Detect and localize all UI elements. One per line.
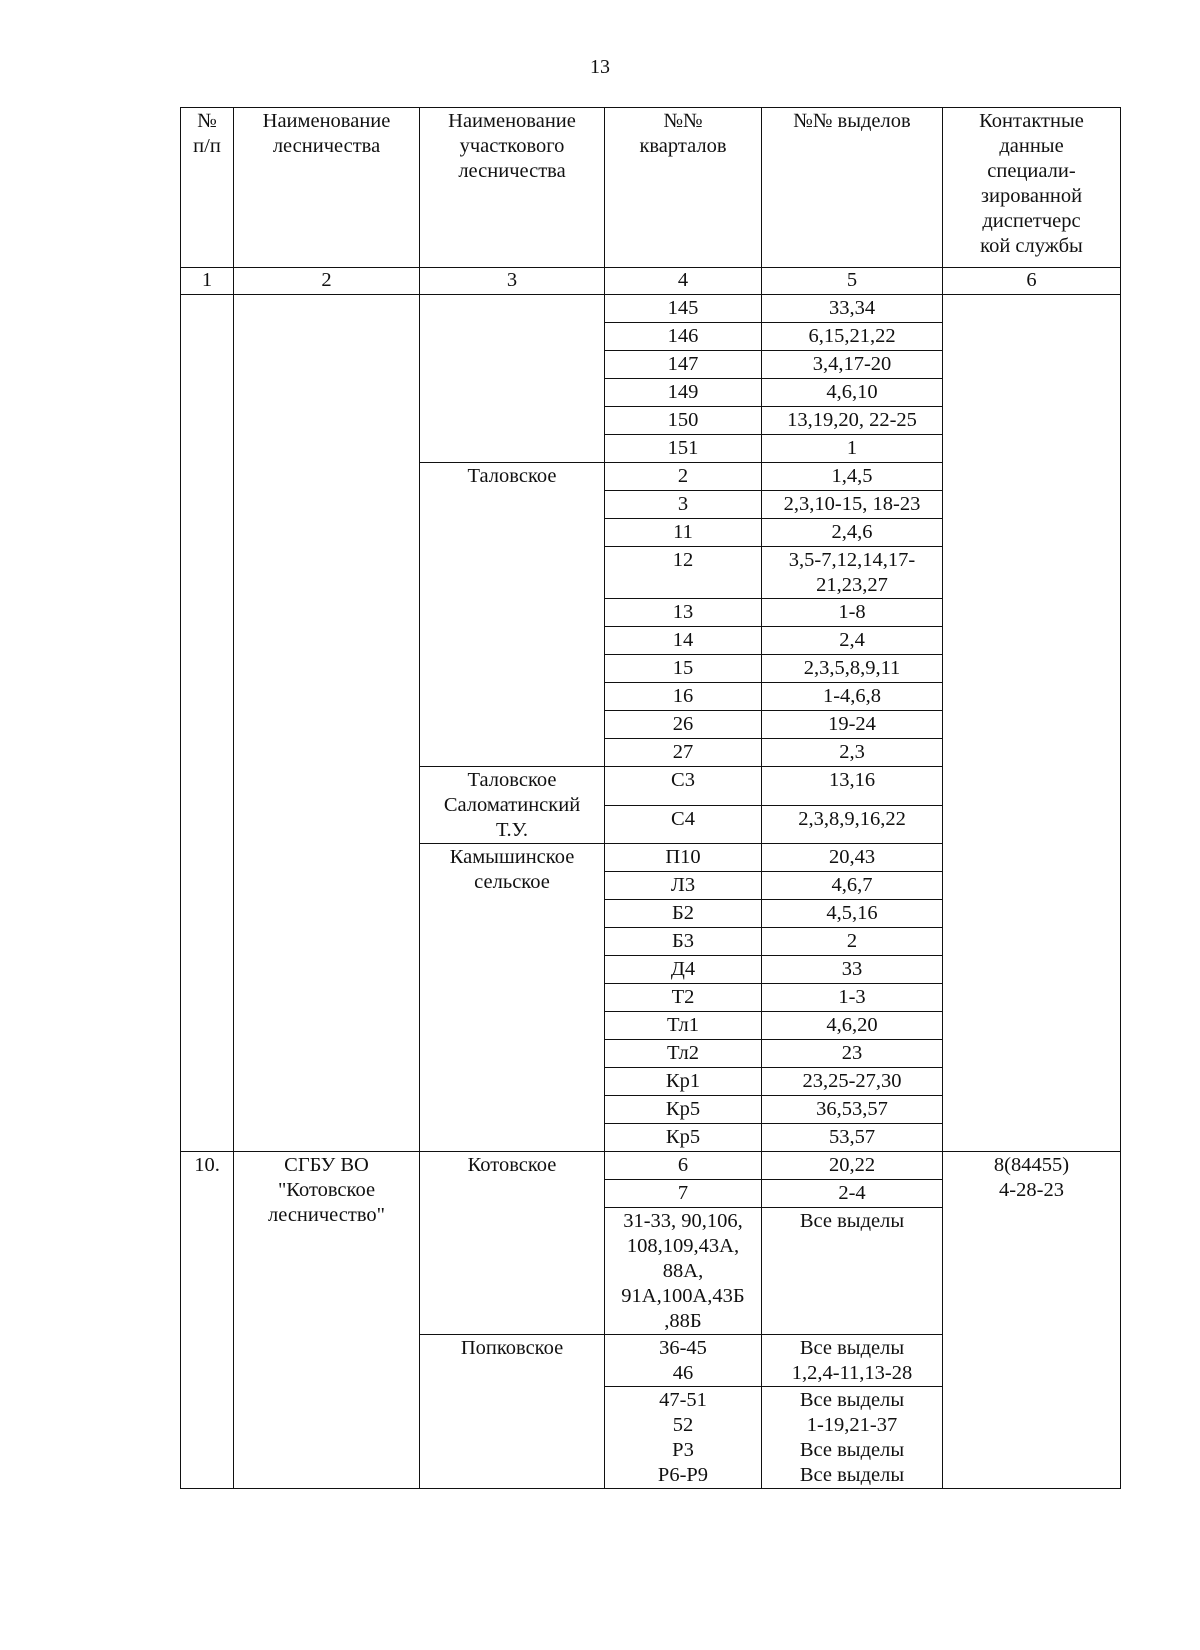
contact-cell <box>943 295 1121 1152</box>
vydel-cell: 6,15,21,22 <box>762 323 943 351</box>
kvartal-cell: Кр5 <box>605 1096 762 1124</box>
district-forestry-cell: Котовское <box>420 1152 605 1335</box>
vydel-cell: 36,53,57 <box>762 1096 943 1124</box>
vydel-cell: 2 <box>762 928 943 956</box>
header-cell-5: №№ выделов <box>762 108 943 268</box>
vydel-cell: 3,5-7,12,14,17- 21,23,27 <box>762 547 943 599</box>
table-row <box>181 295 1121 323</box>
kvartal-cell: Кр1 <box>605 1068 762 1096</box>
vydel-cell: 3,4,17-20 <box>762 351 943 379</box>
kvartal-cell: 147 <box>605 351 762 379</box>
kvartal-cell: 146 <box>605 323 762 351</box>
forestry-table <box>180 107 1121 1489</box>
column-number-cell: 5 <box>762 268 943 295</box>
table-row <box>181 1152 1121 1180</box>
column-number-cell: 6 <box>943 268 1121 295</box>
vydel-cell: Все выделы 1,2,4-11,13-28 <box>762 1335 943 1387</box>
kvartal-cell: 3 <box>605 491 762 519</box>
vydel-cell: 1 <box>762 435 943 463</box>
vydel-cell: 1-8 <box>762 599 943 627</box>
vydel-cell: 2,3,10-15, 18-23 <box>762 491 943 519</box>
vydel-cell: 2-4 <box>762 1180 943 1208</box>
kvartal-cell: 11 <box>605 519 762 547</box>
vydel-cell: 1-3 <box>762 984 943 1012</box>
kvartal-cell: Тл2 <box>605 1040 762 1068</box>
kvartal-cell: 12 <box>605 547 762 599</box>
header-cell-3: Наименование участкового лесничества <box>420 108 605 268</box>
kvartal-cell: 7 <box>605 1180 762 1208</box>
vydel-cell: 53,57 <box>762 1124 943 1152</box>
row-number-cell <box>181 295 234 1152</box>
row-number-cell: 10. <box>181 1152 234 1489</box>
kvartal-cell: Л3 <box>605 872 762 900</box>
district-forestry-cell <box>420 295 605 463</box>
kvartal-cell: С3 <box>605 767 762 806</box>
kvartal-cell: Кр5 <box>605 1124 762 1152</box>
kvartal-cell: Д4 <box>605 956 762 984</box>
kvartal-cell: 26 <box>605 711 762 739</box>
forestry-name-cell <box>234 295 420 1152</box>
vydel-cell: 19-24 <box>762 711 943 739</box>
kvartal-cell: 14 <box>605 627 762 655</box>
kvartal-cell: 145 <box>605 295 762 323</box>
kvartal-cell: 36-45 46 <box>605 1335 762 1387</box>
kvartal-cell: 16 <box>605 683 762 711</box>
vydel-cell: 2,3,8,9,16,22 <box>762 805 943 844</box>
kvartal-cell: Б2 <box>605 900 762 928</box>
vydel-cell: 20,43 <box>762 844 943 872</box>
vydel-cell: 23,25-27,30 <box>762 1068 943 1096</box>
kvartal-cell: 31-33, 90,106, 108,109,43А, 88А, 91А,100А,43Б ,88Б <box>605 1208 762 1335</box>
kvartal-cell: С4 <box>605 805 762 844</box>
header-cell-6: Контактные данные специали- зированной диспетчерс кой службы <box>943 108 1121 268</box>
forestry-name-cell: СГБУ ВО "Котовское лесничество" <box>234 1152 420 1489</box>
vydel-cell: 33,34 <box>762 295 943 323</box>
kvartal-cell: 150 <box>605 407 762 435</box>
kvartal-cell: 27 <box>605 739 762 767</box>
kvartal-cell: 6 <box>605 1152 762 1180</box>
vydel-cell: 4,6,20 <box>762 1012 943 1040</box>
vydel-cell: 2,4,6 <box>762 519 943 547</box>
vydel-cell: 13,19,20, 22-25 <box>762 407 943 435</box>
kvartal-cell: 13 <box>605 599 762 627</box>
kvartal-cell: 151 <box>605 435 762 463</box>
vydel-cell: 33 <box>762 956 943 984</box>
vydel-cell: 20,22 <box>762 1152 943 1180</box>
page-number: 13 <box>590 56 610 78</box>
vydel-cell: 1-4,6,8 <box>762 683 943 711</box>
column-number-cell: 3 <box>420 268 605 295</box>
vydel-cell: 2,3,5,8,9,11 <box>762 655 943 683</box>
kvartal-cell: 47-51 52 Р3 Р6-Р9 <box>605 1387 762 1489</box>
vydel-cell: 23 <box>762 1040 943 1068</box>
district-forestry-cell: Таловское Саломатинский Т.У. <box>420 767 605 844</box>
kvartal-cell: 149 <box>605 379 762 407</box>
vydel-cell: Все выделы 1-19,21-37 Все выделы Все выделы <box>762 1387 943 1489</box>
kvartal-cell: П10 <box>605 844 762 872</box>
column-number-cell: 2 <box>234 268 420 295</box>
kvartal-cell: 15 <box>605 655 762 683</box>
vydel-cell: 1,4,5 <box>762 463 943 491</box>
vydel-cell: 13,16 <box>762 767 943 806</box>
column-number-cell: 1 <box>181 268 234 295</box>
table-header-row <box>181 108 1121 268</box>
header-cell-1: № п/п <box>181 108 234 268</box>
column-number-cell: 4 <box>605 268 762 295</box>
kvartal-cell: 2 <box>605 463 762 491</box>
column-number-row <box>181 268 1121 295</box>
kvartal-cell: Т2 <box>605 984 762 1012</box>
vydel-cell: 4,6,7 <box>762 872 943 900</box>
district-forestry-cell: Камышинское сельское <box>420 844 605 1152</box>
vydel-cell: Все выделы <box>762 1208 943 1335</box>
vydel-cell: 4,6,10 <box>762 379 943 407</box>
header-cell-4: №№ кварталов <box>605 108 762 268</box>
vydel-cell: 2,3 <box>762 739 943 767</box>
district-forestry-cell: Попковское <box>420 1335 605 1489</box>
kvartal-cell: Б3 <box>605 928 762 956</box>
kvartal-cell: Тл1 <box>605 1012 762 1040</box>
district-forestry-cell: Таловское <box>420 463 605 767</box>
vydel-cell: 2,4 <box>762 627 943 655</box>
vydel-cell: 4,5,16 <box>762 900 943 928</box>
contact-cell: 8(84455) 4-28-23 <box>943 1152 1121 1489</box>
header-cell-2: Наименование лесничества <box>234 108 420 268</box>
